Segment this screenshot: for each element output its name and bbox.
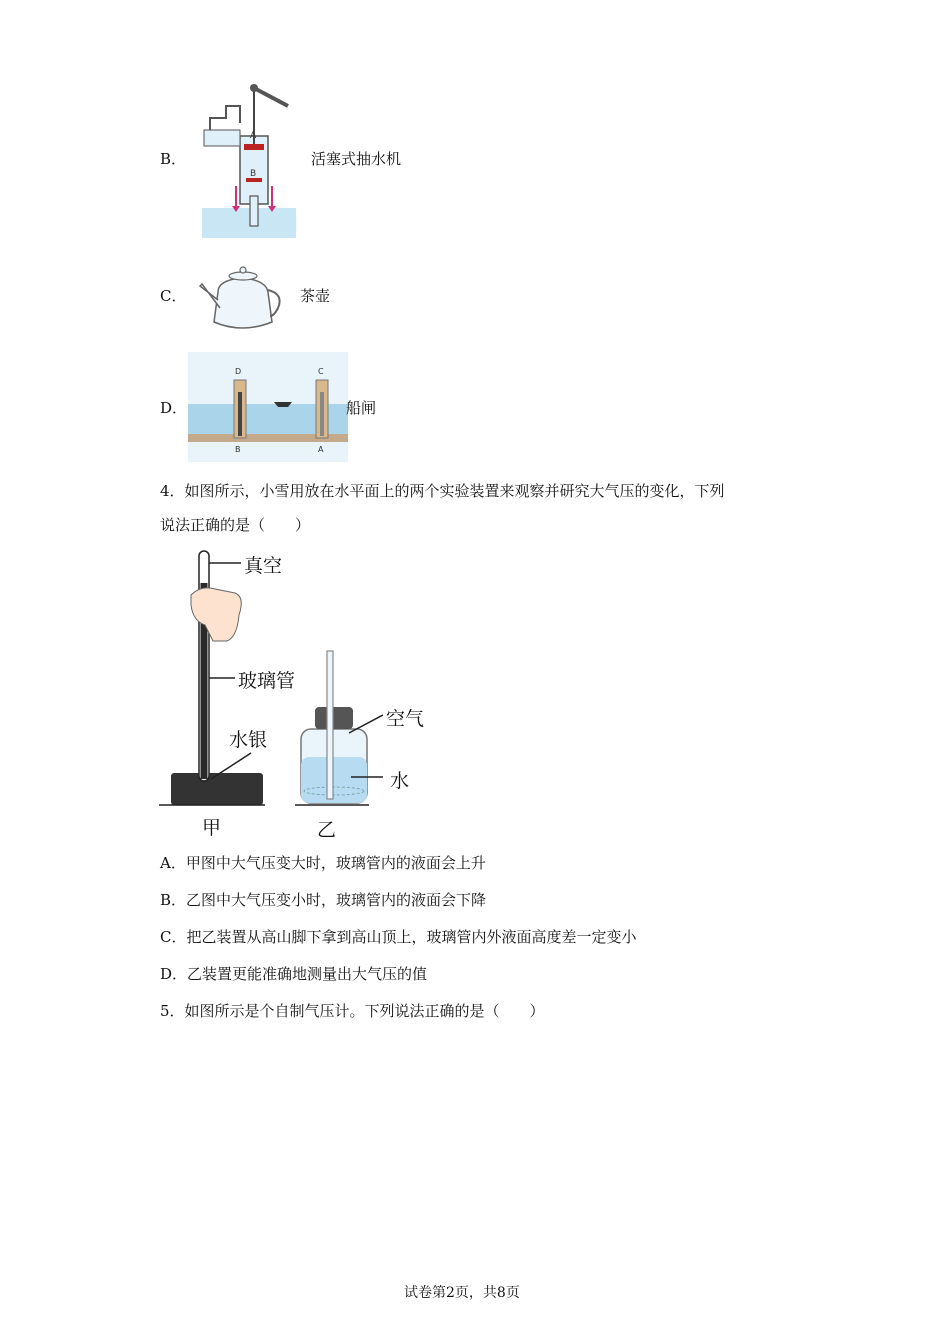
q4-option-a: A．甲图中大气压变大时，玻璃管内的液面会上升 [160, 854, 486, 872]
option-b-letter: B． [160, 150, 187, 168]
spout-water [204, 130, 240, 146]
page-footer: 试卷第2页，共8页 [404, 1285, 520, 1301]
spout [210, 106, 240, 130]
piston-a [244, 144, 264, 150]
q5-stem: 5．如图所示是个自制气压计。下列说法正确的是（ ） [160, 1002, 545, 1020]
pump-handle [254, 88, 288, 106]
option-c-caption: 茶壶 [300, 287, 331, 305]
q4-option-b: B．乙图中大气压变小时，玻璃管内的液面会下降 [160, 891, 487, 909]
lock-label-a: A [318, 445, 324, 454]
ship-lock-image [188, 352, 348, 462]
water-pool [202, 208, 296, 238]
air-leader [349, 715, 383, 733]
label-glass-tube: 玻璃管 [238, 670, 296, 692]
label-jia: 甲 [202, 817, 222, 839]
bottle-tube [327, 651, 333, 799]
lock-label-c: C [318, 367, 324, 376]
q4-stem-line2: 说法正确的是（ ） [160, 516, 311, 534]
gate-right-rod [320, 392, 324, 436]
bottle-water [301, 757, 367, 803]
barometer-figure [155, 545, 455, 840]
q4-option-d: D．乙装置更能准确地测量出大气压的值 [160, 965, 428, 983]
label-water: 水 [390, 770, 410, 792]
label-air: 空气 [386, 708, 425, 730]
lock-label-d: D [235, 367, 242, 376]
label-vacuum: 真空 [244, 555, 283, 577]
label-a: A [250, 131, 257, 141]
q4-option-c: C．把乙装置从高山脚下拿到高山顶上，玻璃管内外液面高度差一定变小 [160, 928, 637, 946]
option-d-caption: 船闸 [346, 399, 377, 417]
option-c-letter: C． [160, 287, 187, 305]
lock-label-b: B [235, 445, 241, 454]
teapot-body [214, 278, 272, 328]
label-b: B [250, 169, 257, 179]
piston-pump-image [200, 78, 300, 240]
bottle-stopper [315, 707, 353, 729]
option-d-letter: D． [160, 399, 188, 417]
pump-pipe [250, 196, 258, 226]
teapot-knob [240, 267, 246, 273]
teapot-image [196, 262, 288, 336]
label-yi: 乙 [317, 819, 337, 841]
option-b-caption: 活塞式抽水机 [311, 150, 402, 168]
q4-stem-line1: 4．如图所示，小雪用放在水平面上的两个实验装置来观察并研究大气压的变化，下列 [160, 482, 725, 500]
gate-left-rod [238, 392, 242, 436]
mercury-dish [171, 773, 263, 805]
label-mercury: 水银 [229, 729, 268, 751]
handle-pivot [250, 84, 258, 92]
